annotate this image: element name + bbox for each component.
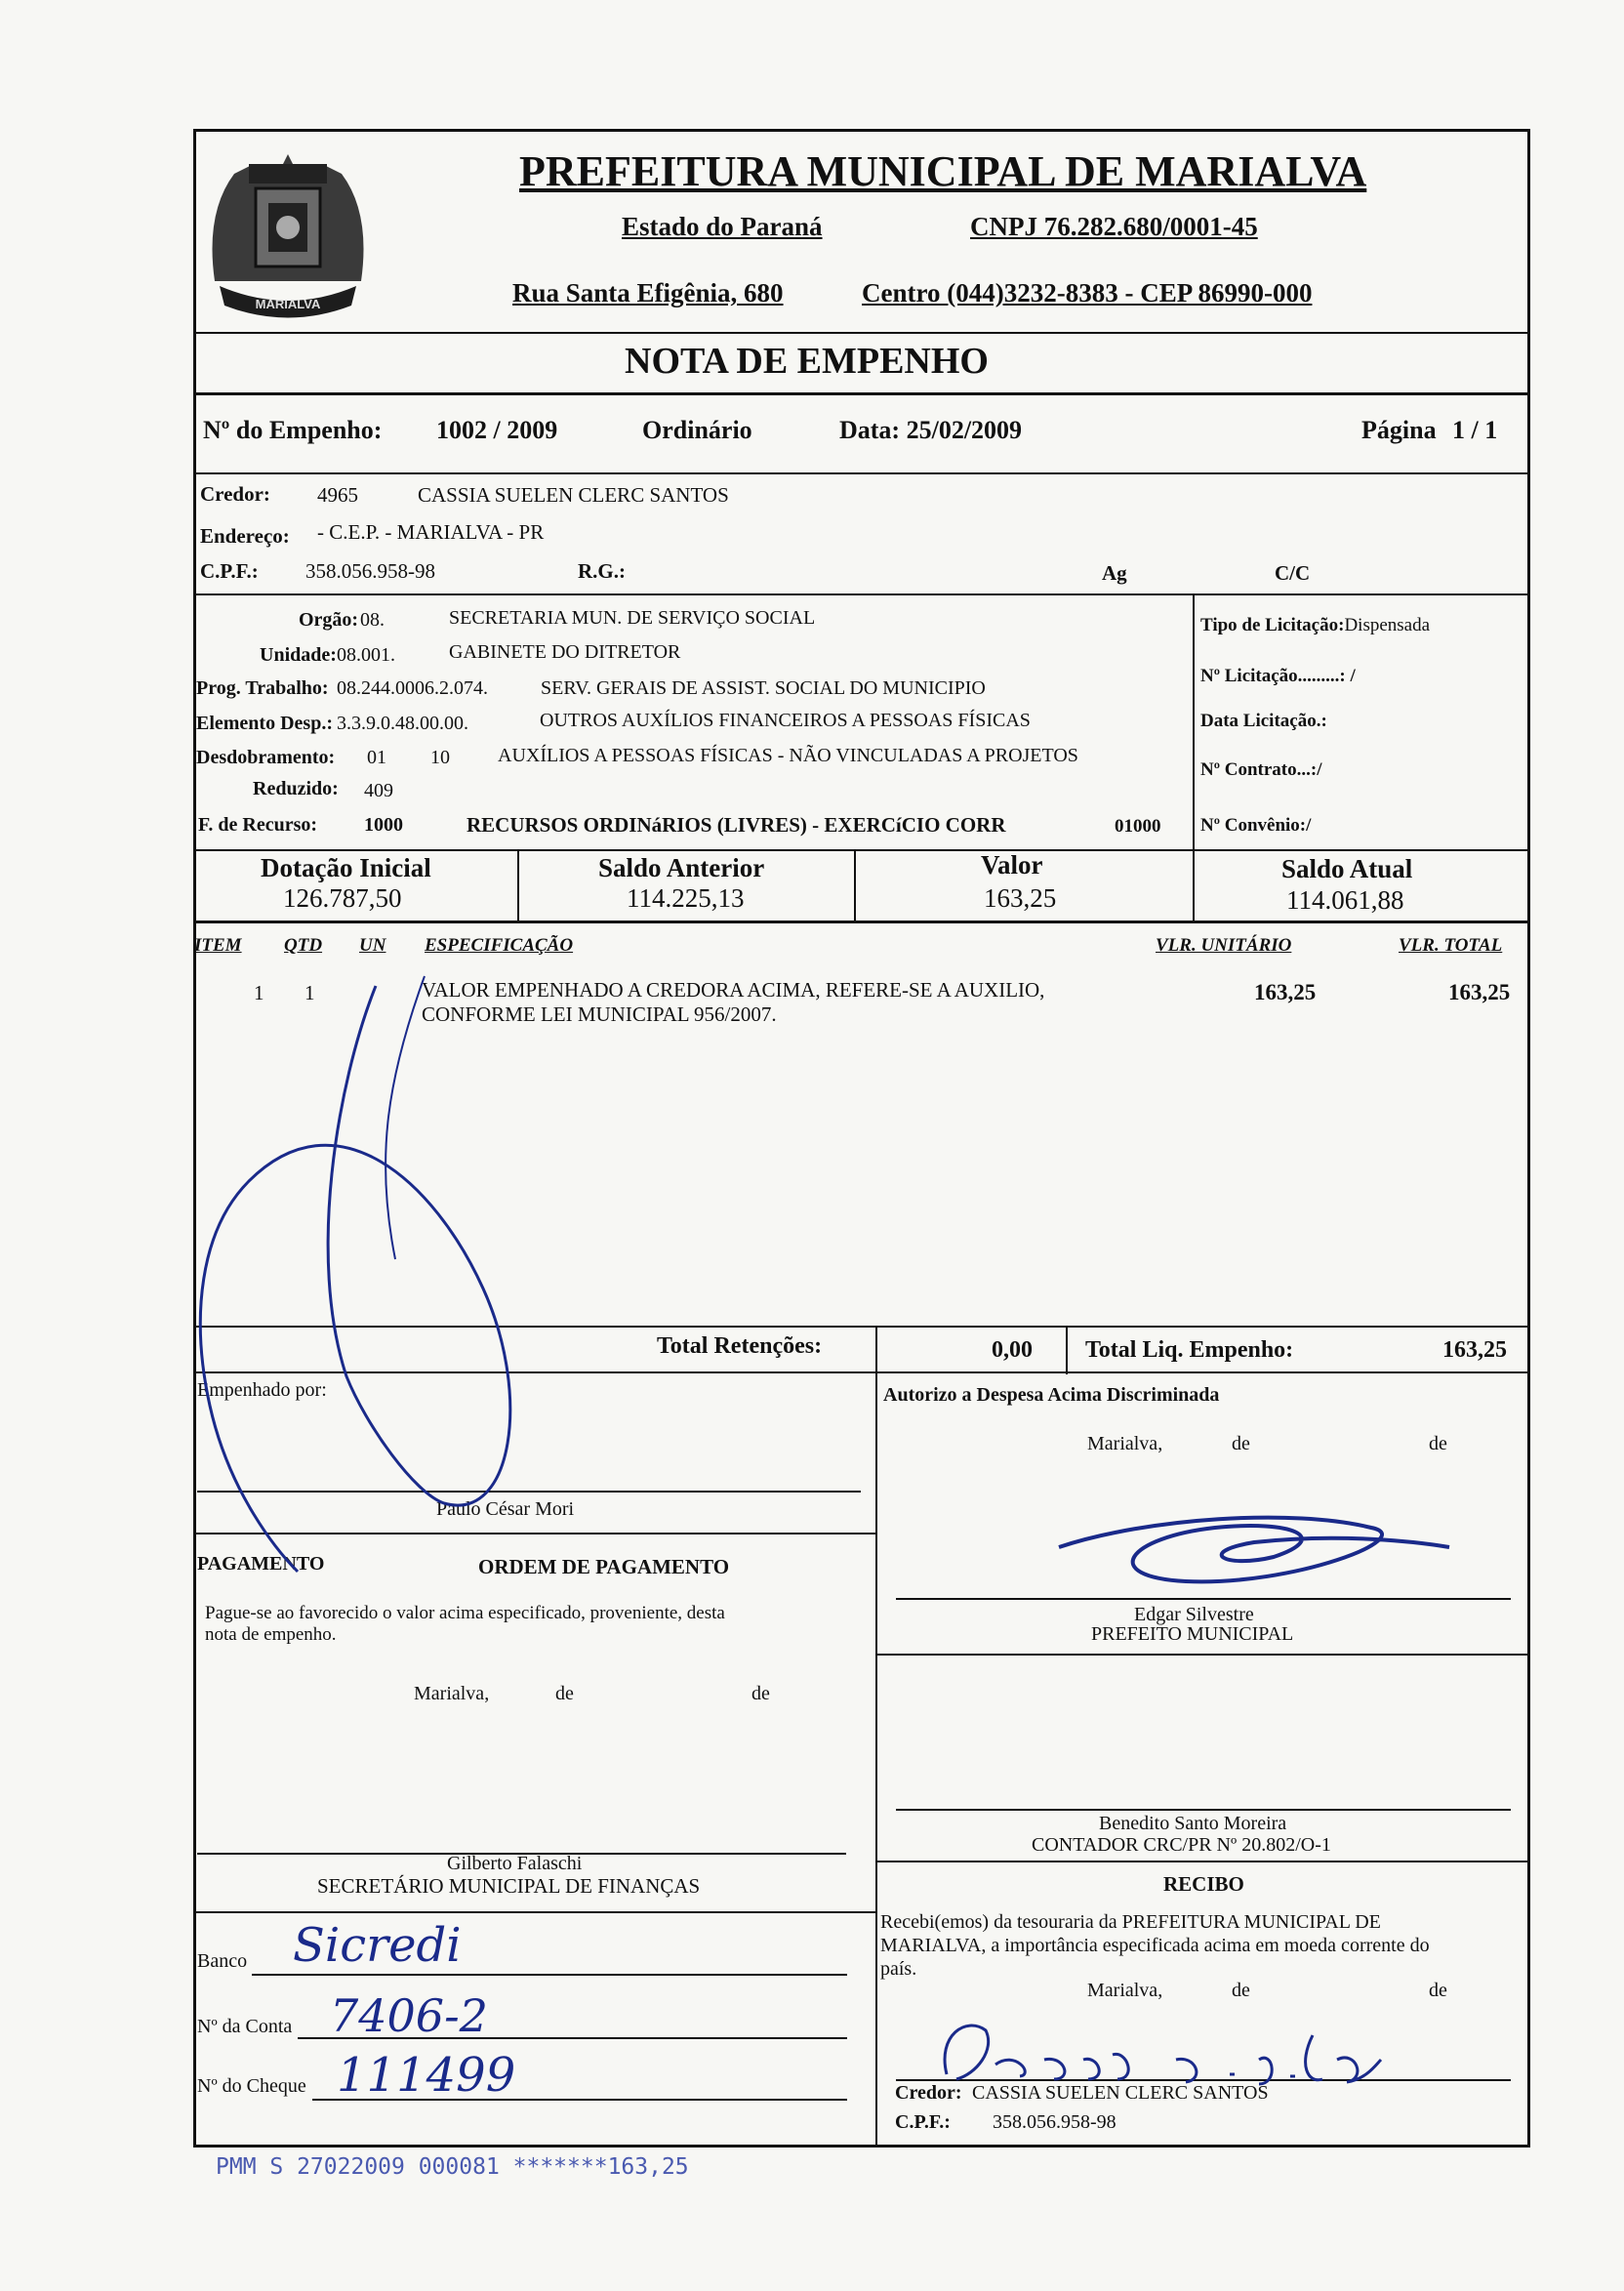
empenhado-por-name: Paulo César Mori — [436, 1498, 575, 1520]
cheque-handwritten: 111499 — [337, 2048, 516, 2103]
elemento-desc: OUTROS AUXÍLIOS FINANCEIROS A PESSOAS FÍSICAS — [540, 710, 1031, 731]
tipo-licitacao-label: Tipo de Licitação: — [1200, 615, 1345, 635]
footer-stamp: PMM S 27022009 000081 *******163,25 — [216, 2154, 689, 2180]
credor-label: Credor: — [200, 482, 270, 506]
unidade-desc: GABINETE DO DITRETOR — [449, 641, 681, 663]
unidade-code: 08.001. — [337, 644, 395, 666]
address-label: Rua Santa Efigênia, 680 — [512, 278, 784, 307]
elemento-label: Elemento Desp.: — [196, 713, 333, 734]
recibo-cpf-value: 358.056.958-98 — [993, 2111, 1116, 2133]
empenho-label: Nº do Empenho: — [203, 416, 383, 444]
prog-trabalho-code: 08.244.0006.2.074. — [337, 677, 488, 699]
orgao-desc: SECRETARIA MUN. DE SERVIÇO SOCIAL — [449, 607, 816, 629]
ag-label: Ag — [1102, 561, 1127, 585]
recurso-code2: 01000 — [1115, 816, 1161, 837]
col-header-un: UN — [359, 935, 386, 956]
col-header-vlr-total: VLR. TOTAL — [1399, 935, 1503, 956]
total-retencoes-value: 0,00 — [992, 1337, 1033, 1363]
item-unit-value: 163,25 — [1254, 980, 1317, 1004]
data-licitacao: Data Licitação.: — [1200, 711, 1327, 731]
prog-trabalho-desc: SERV. GERAIS DE ASSIST. SOCIAL DO MUNICIPIO — [541, 677, 986, 699]
endereco-value: - C.E.P. - MARIALVA - PR — [317, 520, 545, 544]
col-header-qtd: QTD — [284, 935, 323, 956]
recibo-credor-name: CASSIA SUELEN CLERC SANTOS — [972, 2082, 1269, 2104]
recibo-de2: de — [1429, 1980, 1447, 2001]
col-header-vlr-unitario: VLR. UNITÁRIO — [1156, 935, 1292, 956]
recurso-label: F. de Recurso: — [198, 814, 318, 836]
autorizo-place: Marialva, — [1087, 1433, 1163, 1454]
endereco-label: Endereço: — [200, 524, 290, 548]
pagamento-text-line2: nota de empenho. — [205, 1624, 337, 1645]
unidade-label: Unidade: — [260, 644, 337, 666]
cheque-label: Nº do Cheque — [197, 2075, 306, 2097]
secretario-name: Gilberto Falaschi — [447, 1853, 583, 1874]
desdobramento-code2: 10 — [430, 747, 450, 768]
banco-handwritten: Sicredi — [293, 1918, 462, 1973]
document-title: NOTA DE EMPENHO — [625, 341, 989, 382]
reduzido-value: 409 — [364, 780, 393, 801]
prefeito-signature-icon — [1049, 1498, 1459, 1596]
recibo-de1: de — [1232, 1980, 1250, 2001]
tipo-licitacao — [1200, 615, 1430, 636]
prefeito-name: Edgar Silvestre — [1134, 1604, 1254, 1625]
page-title: PREFEITURA MUNICIPAL DE MARIALVA — [519, 147, 1367, 195]
item-desc-line2: CONFORME LEI MUNICIPAL 956/2007. — [422, 1002, 777, 1026]
contador-name: Benedito Santo Moreira — [1099, 1813, 1287, 1834]
recibo-credor-label: Credor: — [895, 2082, 962, 2104]
banco-label: Banco — [197, 1950, 248, 1972]
state-label: Estado do Paraná — [622, 212, 823, 241]
cpf-value: 358.056.958-98 — [305, 559, 435, 583]
contador-role: CONTADOR CRC/PR Nº 20.802/O-1 — [1032, 1834, 1331, 1856]
credor-name: CASSIA SUELEN CLERC SANTOS — [418, 483, 729, 507]
saldo-anterior-label: Saldo Anterior — [598, 853, 765, 882]
saldo-atual-label: Saldo Atual — [1281, 854, 1413, 883]
dotacao-inicial-label: Dotação Inicial — [261, 853, 431, 882]
cpf-label: C.P.F.: — [200, 559, 259, 583]
tipo-licitacao-value: Dispensada — [1344, 615, 1431, 635]
cc-label: C/C — [1275, 561, 1311, 585]
recurso-desc: RECURSOS ORDINáRIOS (LIVRES) - EXERCíCIO CORR — [467, 813, 1006, 837]
pagamento-text-line1: Pague-se ao favorecido o valor acima especificado, proveniente, desta — [205, 1603, 725, 1623]
conta-label: Nº da Conta — [197, 2016, 293, 2037]
orgao-code: 08. — [360, 609, 385, 631]
total-liquido-value: 163,25 — [1442, 1337, 1507, 1363]
pagamento-place: Marialva, — [414, 1683, 490, 1704]
empenho-type: Ordinário — [642, 416, 752, 444]
total-liquido-label: Total Liq. Empenho: — [1085, 1337, 1294, 1363]
credor-signature-icon — [927, 2006, 1386, 2094]
item-desc-line1: VALOR EMPENHADO A CREDORA ACIMA, REFERE-SE A AUXILIO, — [422, 978, 1045, 1002]
item-total-value: 163,25 — [1448, 980, 1511, 1004]
page-number: 1 / 1 — [1452, 416, 1498, 444]
pagamento-label: PAGAMENTO — [197, 1553, 325, 1575]
desdobramento-label: Desdobramento: — [196, 747, 336, 768]
recibo-cpf-label: C.P.F.: — [895, 2111, 951, 2133]
ordem-pagamento-label: ORDEM DE PAGAMENTO — [478, 1555, 730, 1578]
recibo-title: RECIBO — [1163, 1872, 1244, 1896]
recibo-text-line3: país. — [880, 1958, 917, 1980]
empenhado-signature-icon — [190, 966, 581, 1591]
recibo-place: Marialva, — [1087, 1980, 1163, 2001]
credor-code: 4965 — [317, 483, 358, 507]
autorizo-label: Autorizo a Despesa Acima Discriminada — [883, 1384, 1220, 1406]
empenho-number: 1002 / 2009 — [436, 416, 558, 444]
pagamento-de1: de — [555, 1683, 574, 1704]
autorizo-de2: de — [1429, 1433, 1447, 1454]
empenhado-por-label: Empenhado por: — [197, 1379, 327, 1401]
valor-label: Valor — [981, 850, 1043, 880]
col-header-item: ITEM — [194, 935, 242, 956]
prefeito-role: PREFEITO MUNICIPAL — [1091, 1623, 1294, 1645]
recurso-code: 1000 — [364, 814, 403, 836]
col-header-especificacao: ESPECIFICAÇÃO — [425, 935, 574, 956]
rg-label: R.G.: — [578, 559, 626, 583]
orgao-label: Orgão: — [299, 609, 359, 631]
item-qtd: 1 — [304, 981, 315, 1004]
reduzido-label: Reduzido: — [253, 778, 339, 799]
conta-handwritten: 7406-2 — [330, 1989, 488, 2042]
saldo-anterior-value: 114.225,13 — [627, 883, 745, 913]
dotacao-inicial-value: 126.787,50 — [283, 883, 402, 913]
empenho-date: Data: 25/02/2009 — [839, 416, 1023, 444]
cnpj-label: CNPJ 76.282.680/0001-45 — [970, 212, 1258, 241]
total-retencoes-label: Total Retenções: — [657, 1333, 823, 1359]
item-number: 1 — [254, 981, 264, 1004]
elemento-code: 3.3.9.0.48.00.00. — [337, 713, 468, 734]
recibo-text-line2: MARIALVA, a importância especificada acima em moeda corrente do — [880, 1935, 1430, 1956]
desdobramento-code1: 01 — [367, 747, 386, 768]
autorizo-de1: de — [1232, 1433, 1250, 1454]
saldo-atual-value: 114.061,88 — [1286, 885, 1404, 915]
recibo-text-line1: Recebi(emos) da tesouraria da PREFEITURA MUNICIPAL DE — [880, 1911, 1381, 1933]
page-label: Página — [1361, 416, 1437, 444]
prog-trabalho-label: Prog. Trabalho: — [196, 677, 329, 699]
contact-label: Centro (044)3232-8383 - CEP 86990-000 — [862, 278, 1313, 307]
valor-value: 163,25 — [984, 883, 1057, 913]
numero-convenio: Nº Convênio:/ — [1200, 815, 1312, 836]
svg-text:MARIALVA: MARIALVA — [255, 297, 321, 311]
numero-contrato: Nº Contrato...:/ — [1200, 759, 1322, 780]
desdobramento-desc: AUXÍLIOS A PESSOAS FÍSICAS - NÃO VINCULADAS A PROJETOS — [498, 745, 1078, 766]
pagamento-de2: de — [751, 1683, 770, 1704]
secretario-role: SECRETÁRIO MUNICIPAL DE FINANÇAS — [317, 1874, 701, 1898]
numero-licitacao: Nº Licitação.........: / — [1200, 666, 1356, 686]
